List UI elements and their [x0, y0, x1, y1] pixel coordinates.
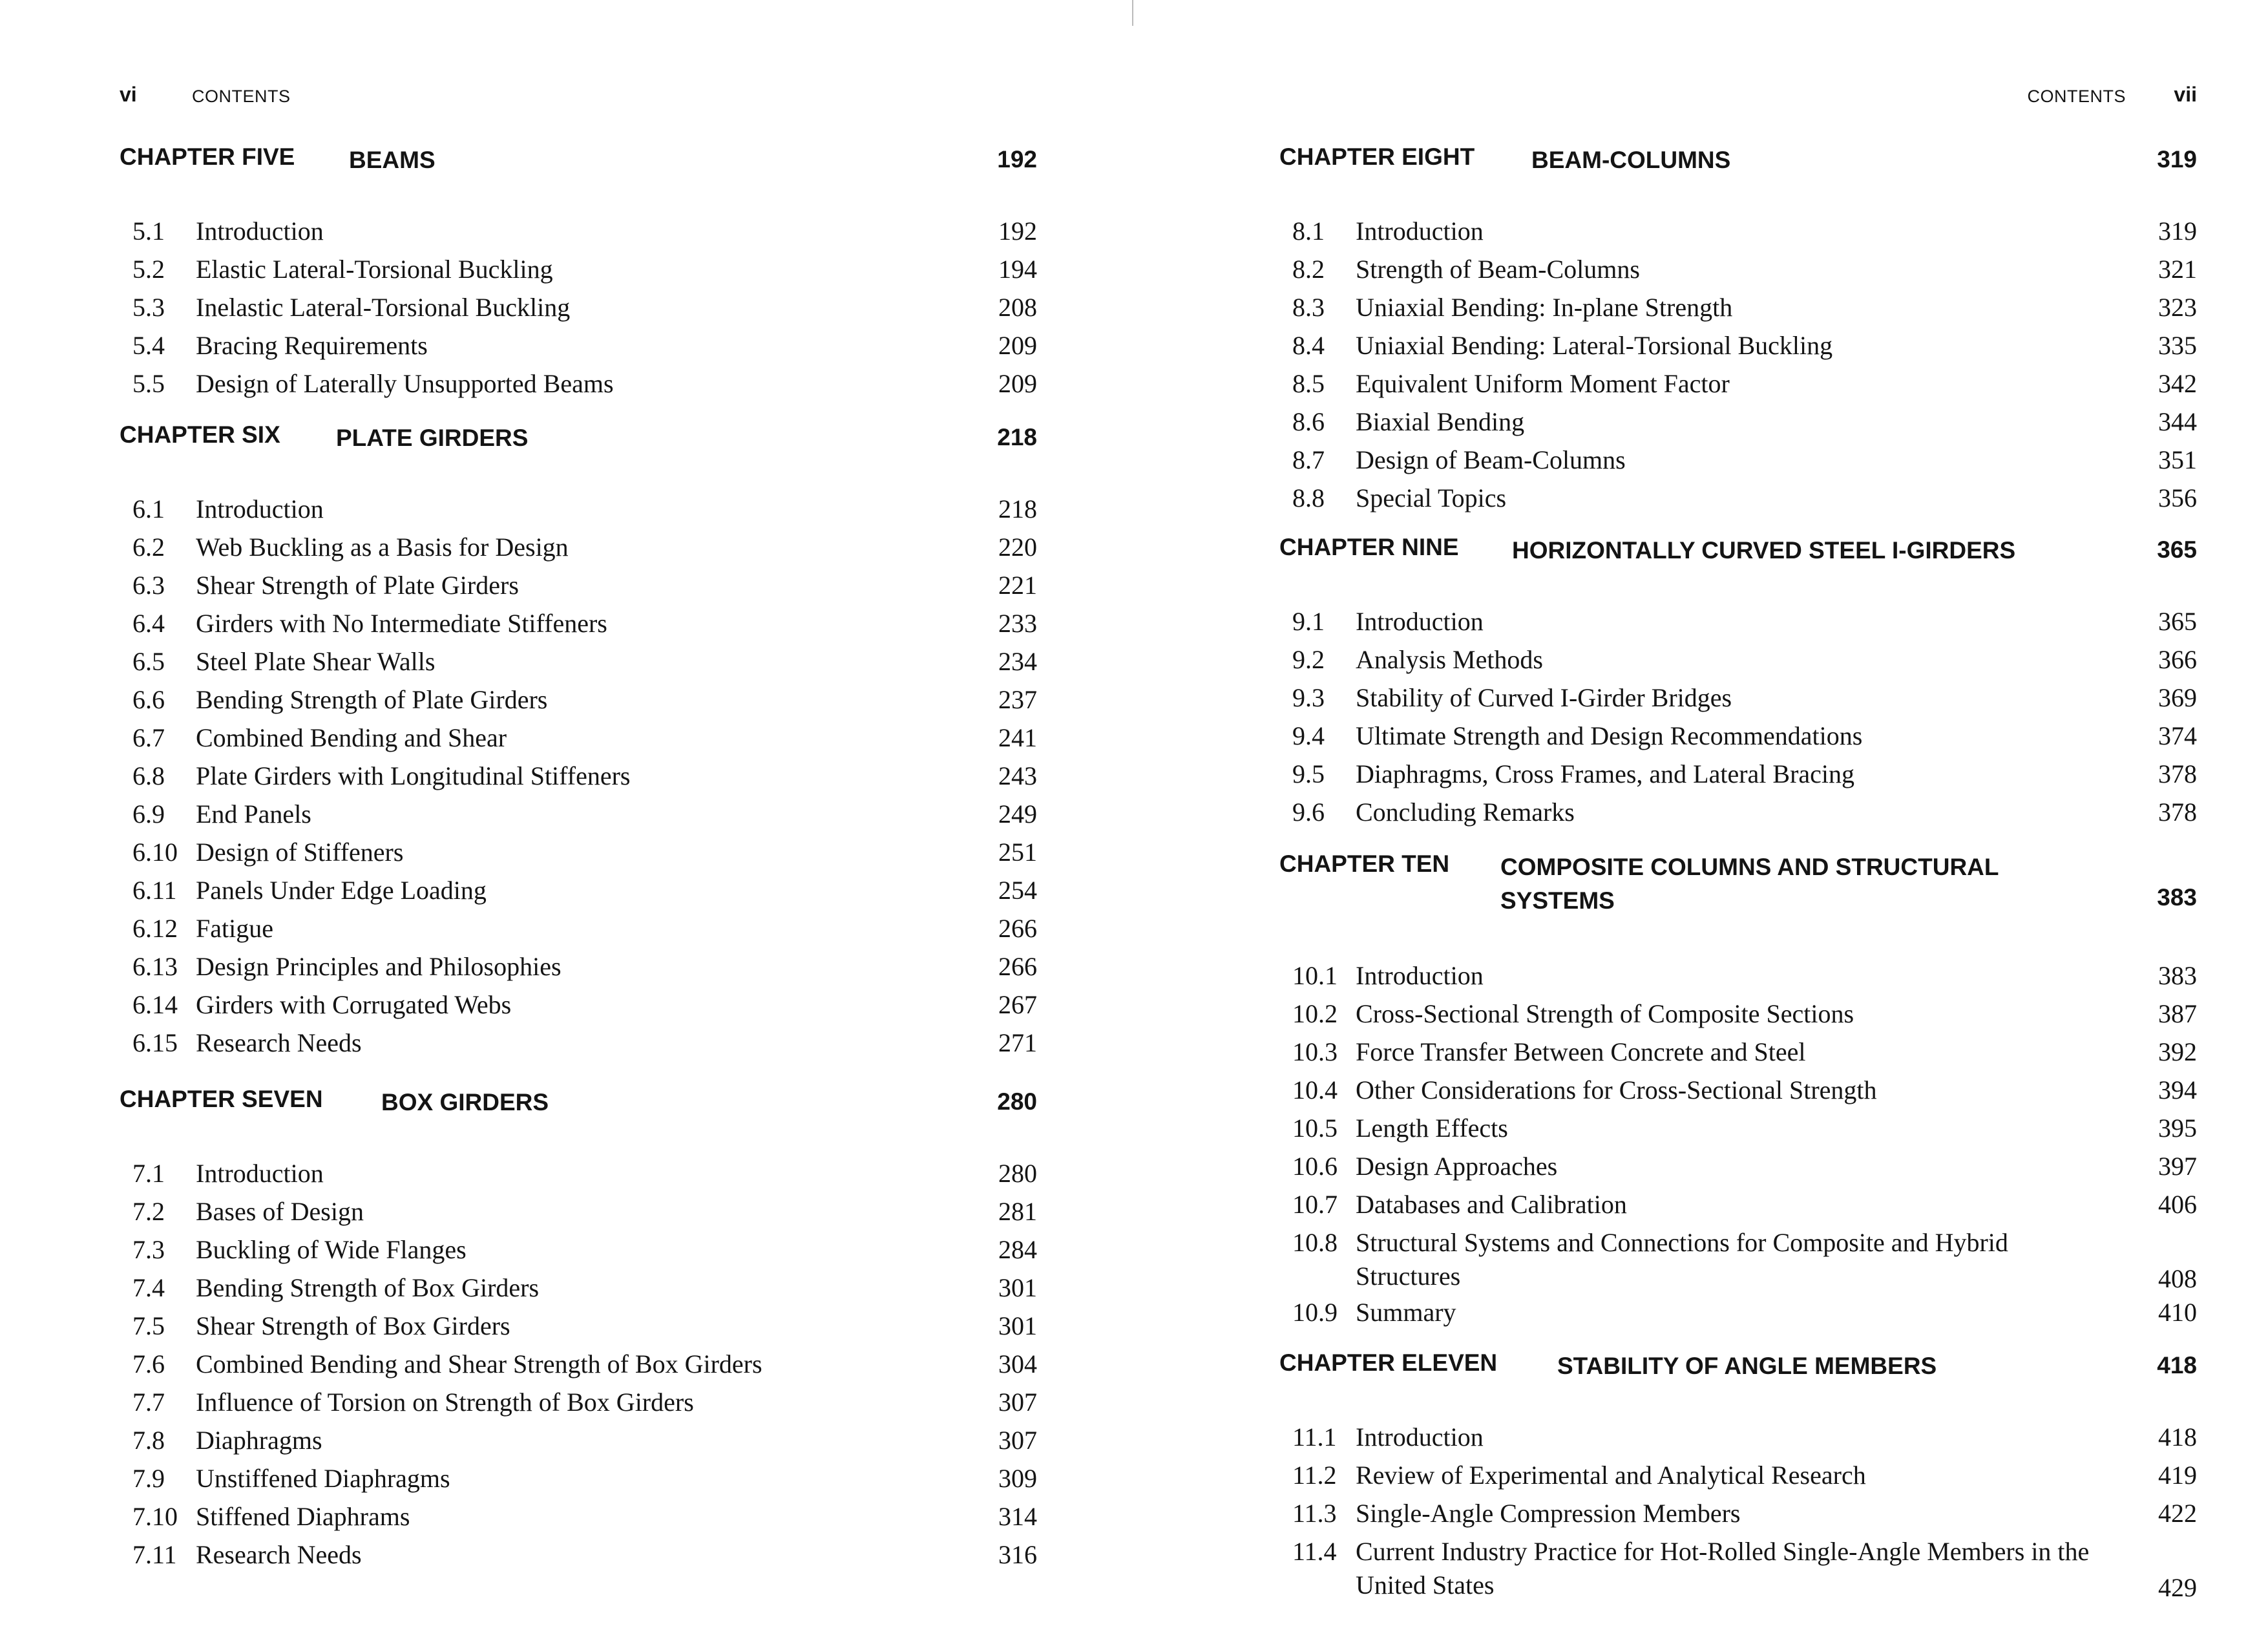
section-page: 280	[998, 1159, 1037, 1188]
section-title: Uniaxial Bending: Lateral-Torsional Buckling	[1356, 331, 1833, 360]
right-page	[1279, 0, 2197, 1648]
toc-entry	[120, 1309, 1037, 1347]
section-list	[1279, 1421, 2197, 1605]
toc-entry	[1279, 405, 2197, 443]
section-number: 11.2	[1292, 1461, 1337, 1490]
section-number: 6.9	[132, 799, 165, 829]
toc-entry	[1279, 1073, 2197, 1112]
toc-entry	[1279, 719, 2197, 757]
section-page: 271	[998, 1028, 1037, 1057]
section-page: 251	[998, 838, 1037, 867]
toc-entry	[120, 1538, 1037, 1576]
section-number: 8.6	[1292, 407, 1325, 436]
toc-entry	[120, 531, 1037, 569]
section-title: Introduction	[1356, 217, 1484, 246]
section-title: Uniaxial Bending: In-plane Strength	[1356, 293, 1733, 322]
section-title: Single-Angle Compression Members	[1356, 1499, 1741, 1528]
section-page: 408	[2158, 1264, 2197, 1293]
section-title: Analysis Methods	[1356, 645, 1543, 674]
section-title: Introduction	[196, 1159, 324, 1188]
chapter-page: 418	[2157, 1352, 2197, 1379]
section-title: Introduction	[196, 494, 324, 523]
toc-entry	[120, 1157, 1037, 1195]
section-title: Stiffened Diaphrams	[196, 1502, 410, 1531]
chapter-eleven	[1279, 1349, 2197, 1605]
section-number: 7.3	[132, 1235, 165, 1264]
section-title: Introduction	[1356, 961, 1484, 990]
section-number: 8.8	[1292, 483, 1325, 512]
section-title: Design Principles and Philosophies	[196, 952, 562, 981]
section-number: 5.2	[132, 255, 165, 284]
toc-entry	[1279, 1296, 2197, 1334]
section-number: 6.5	[132, 647, 165, 676]
section-number: 10.6	[1292, 1152, 1338, 1181]
running-head	[1279, 83, 2197, 115]
section-page: 422	[2158, 1499, 2197, 1528]
section-page: 218	[998, 494, 1037, 523]
section-number: 7.6	[132, 1349, 165, 1379]
chapter-six	[120, 421, 1037, 1064]
toc-entry	[1279, 643, 2197, 681]
toc-entry	[120, 1424, 1037, 1462]
section-number: 9.5	[1292, 759, 1325, 788]
section-title: Research Needs	[196, 1028, 362, 1057]
section-page: 209	[998, 369, 1037, 398]
section-number: 8.4	[1292, 331, 1325, 360]
toc-entry	[1279, 1112, 2197, 1150]
section-number: 7.11	[132, 1540, 177, 1569]
section-number: 7.1	[132, 1159, 165, 1188]
toc-entry	[1279, 1150, 2197, 1188]
section-number: 10.2	[1292, 999, 1338, 1028]
chapter-heading	[1279, 850, 2197, 959]
toc-entry	[1279, 1226, 2197, 1296]
toc-entry	[120, 836, 1037, 874]
section-title: Plate Girders with Longitudinal Stiffeners	[196, 761, 631, 790]
section-page: 335	[2158, 331, 2197, 360]
toc-entry	[1279, 1421, 2197, 1459]
section-number: 8.1	[1292, 217, 1325, 246]
section-title: Current Industry Practice for Hot-Rolled Single-Angle Members in the United States	[1356, 1537, 2090, 1600]
chapter-page: 218	[997, 424, 1037, 450]
section-list	[1279, 959, 2197, 1334]
section-title: Design Approaches	[1356, 1152, 1558, 1181]
toc-entry	[120, 329, 1037, 367]
section-title: Review of Experimental and Analytical Research	[1356, 1461, 1866, 1490]
section-page: 374	[2158, 721, 2197, 750]
section-number: 6.7	[132, 723, 165, 752]
toc-entry	[120, 721, 1037, 759]
section-page: 307	[998, 1388, 1037, 1417]
toc-entry	[120, 569, 1037, 607]
section-title: Elastic Lateral-Torsional Buckling	[196, 255, 553, 284]
section-page: 429	[2158, 1573, 2197, 1602]
chapter-seven	[120, 1086, 1037, 1576]
section-title: Force Transfer Between Concrete and Steel	[1356, 1037, 1806, 1066]
section-title: Bases of Design	[196, 1197, 364, 1226]
toc-entry	[1279, 253, 2197, 291]
section-page: 301	[998, 1273, 1037, 1302]
section-number: 5.1	[132, 217, 165, 246]
section-title: Bracing Requirements	[196, 331, 428, 360]
toc-entry	[1279, 1535, 2197, 1605]
toc-entry	[1279, 1459, 2197, 1497]
chapter-label: CHAPTER FIVE	[120, 143, 295, 170]
section-number: 6.3	[132, 571, 165, 600]
section-page: 378	[2158, 759, 2197, 788]
section-page: 233	[998, 609, 1037, 638]
section-title: Equivalent Uniform Moment Factor	[1356, 369, 1730, 398]
section-number: 6.11	[132, 876, 177, 905]
section-number: 6.8	[132, 761, 165, 790]
section-title: Shear Strength of Box Girders	[196, 1311, 510, 1340]
section-number: 6.4	[132, 609, 165, 638]
section-number: 6.1	[132, 494, 165, 523]
section-title: Research Needs	[196, 1540, 362, 1569]
section-number: 11.3	[1292, 1499, 1337, 1528]
section-number: 6.14	[132, 990, 178, 1019]
toc-entry	[120, 683, 1037, 721]
toc-entry	[1279, 959, 2197, 997]
section-page: 309	[998, 1464, 1037, 1493]
section-page: 365	[2158, 607, 2197, 636]
toc-entry	[120, 912, 1037, 950]
toc-entry	[1279, 757, 2197, 796]
section-page: 383	[2158, 961, 2197, 990]
chapter-label: CHAPTER SEVEN	[120, 1086, 323, 1112]
chapter-five	[120, 143, 1037, 405]
chapter-title: HORIZONTALLY CURVED STEEL I-GIRDERS	[1512, 537, 2016, 564]
section-page: 397	[2158, 1152, 2197, 1181]
section-title: Inelastic Lateral-Torsional Buckling	[196, 293, 571, 322]
section-number: 9.2	[1292, 645, 1325, 674]
section-number: 8.3	[1292, 293, 1325, 322]
folio: vi	[120, 83, 137, 106]
section-page: 249	[998, 799, 1037, 829]
section-page: 281	[998, 1197, 1037, 1226]
section-title: Web Buckling as a Basis for Design	[196, 533, 569, 562]
chapter-title: STABILITY OF ANGLE MEMBERS	[1557, 1353, 1937, 1379]
section-number: 7.4	[132, 1273, 165, 1302]
section-title: Design of Beam-Columns	[1356, 445, 1626, 474]
section-title: Fatigue	[196, 914, 273, 943]
chapter-nine	[1279, 534, 2197, 834]
toc-entry	[1279, 481, 2197, 520]
chapter-title-line-1: COMPOSITE COLUMNS AND STRUCTURAL	[1500, 854, 1999, 880]
section-title: Bending Strength of Box Girders	[196, 1273, 540, 1302]
section-page: 209	[998, 331, 1037, 360]
section-page: 394	[2158, 1075, 2197, 1104]
section-number: 9.1	[1292, 607, 1325, 636]
section-number: 6.2	[132, 533, 165, 562]
toc-entry	[120, 215, 1037, 253]
section-number: 7.9	[132, 1464, 165, 1493]
toc-entry	[1279, 443, 2197, 481]
toc-entry	[1279, 1035, 2197, 1073]
toc-entry	[1279, 215, 2197, 253]
section-page: 319	[2158, 217, 2197, 246]
section-title: Special Topics	[1356, 483, 1507, 512]
toc-entry	[1279, 997, 2197, 1035]
section-title: Ultimate Strength and Design Recommendations	[1356, 721, 1863, 750]
section-title: End Panels	[196, 799, 311, 829]
section-title: Girders with Corrugated Webs	[196, 990, 512, 1019]
toc-entry	[120, 1386, 1037, 1424]
section-number: 8.5	[1292, 369, 1325, 398]
section-number: 10.8	[1292, 1228, 1338, 1257]
section-number: 10.9	[1292, 1298, 1338, 1327]
section-number: 5.5	[132, 369, 165, 398]
section-title: Panels Under Edge Loading	[196, 876, 487, 905]
section-page: 192	[998, 217, 1037, 246]
section-title: Buckling of Wide Flanges	[196, 1235, 467, 1264]
section-title: Other Considerations for Cross-Sectional Strength	[1356, 1075, 1877, 1104]
toc-entry	[120, 607, 1037, 645]
section-page: 241	[998, 723, 1037, 752]
section-title: Concluding Remarks	[1356, 798, 1575, 827]
chapter-label: CHAPTER TEN	[1279, 850, 1450, 877]
section-number: 5.3	[132, 293, 165, 322]
section-title: Design of Laterally Unsupported Beams	[196, 369, 614, 398]
section-number: 5.4	[132, 331, 165, 360]
chapter-heading	[120, 1086, 1037, 1157]
toc-entry	[120, 367, 1037, 405]
toc-entry	[1279, 329, 2197, 367]
section-number: 6.13	[132, 952, 178, 981]
toc-entry	[1279, 681, 2197, 719]
section-page: 284	[998, 1235, 1037, 1264]
section-number: 7.5	[132, 1311, 165, 1340]
section-page: 266	[998, 952, 1037, 981]
section-number: 10.1	[1292, 961, 1338, 990]
section-number: 10.4	[1292, 1075, 1338, 1104]
section-number: 8.2	[1292, 255, 1325, 284]
section-page: 266	[998, 914, 1037, 943]
chapter-page: 319	[2157, 146, 2197, 173]
section-title: Design of Stiffeners	[196, 838, 404, 867]
toc-entry	[120, 798, 1037, 836]
section-page: 344	[2158, 407, 2197, 436]
section-title: Combined Bending and Shear Strength of Box Girders	[196, 1349, 762, 1379]
section-page: 406	[2158, 1190, 2197, 1219]
toc-entry	[120, 291, 1037, 329]
section-number: 9.6	[1292, 798, 1325, 827]
section-title: Girders with No Intermediate Stiffeners	[196, 609, 607, 638]
toc-entry	[120, 1347, 1037, 1386]
section-title: Cross-Sectional Strength of Composite Sections	[1356, 999, 1854, 1028]
section-page: 221	[998, 571, 1037, 600]
toc-entry	[120, 1500, 1037, 1538]
section-title: Bending Strength of Plate Girders	[196, 685, 548, 714]
chapter-ten	[1279, 850, 2197, 1334]
toc-entry	[1279, 1497, 2197, 1535]
section-number: 10.5	[1292, 1114, 1338, 1143]
section-title: Introduction	[196, 217, 324, 246]
section-number: 7.10	[132, 1502, 178, 1531]
section-page: 392	[2158, 1037, 2197, 1066]
gutter-mark-top	[1132, 0, 1133, 26]
section-title: Structural Systems and Connections for Composite and Hybrid Structures	[1356, 1228, 2008, 1291]
section-title: Summary	[1356, 1298, 1456, 1327]
section-page: 243	[998, 761, 1037, 790]
chapter-heading	[1279, 143, 2197, 215]
section-list	[120, 1157, 1037, 1576]
toc-entry	[1279, 605, 2197, 643]
section-title: Stability of Curved I-Girder Bridges	[1356, 683, 1732, 712]
chapter-heading	[1279, 1349, 2197, 1421]
section-page: 387	[2158, 999, 2197, 1028]
toc-entry	[120, 950, 1037, 988]
toc-entry	[120, 1271, 1037, 1309]
section-number: 9.4	[1292, 721, 1325, 750]
section-page: 342	[2158, 369, 2197, 398]
section-page: 378	[2158, 798, 2197, 827]
section-page: 356	[2158, 483, 2197, 512]
section-number: 10.3	[1292, 1037, 1338, 1066]
section-list	[1279, 605, 2197, 834]
chapter-title-line-2: SYSTEMS	[1500, 887, 1615, 914]
section-page: 419	[2158, 1461, 2197, 1490]
section-title: Diaphragms	[196, 1426, 322, 1455]
section-page: 323	[2158, 293, 2197, 322]
section-page: 301	[998, 1311, 1037, 1340]
toc-entry	[120, 253, 1037, 291]
section-page: 316	[998, 1540, 1037, 1569]
chapter-page: 280	[997, 1088, 1037, 1115]
toc-entry	[1279, 367, 2197, 405]
chapter-label: CHAPTER ELEVEN	[1279, 1349, 1498, 1376]
chapter-page: 365	[2157, 536, 2197, 563]
chapter-label: CHAPTER EIGHT	[1279, 143, 1475, 170]
section-page: 234	[998, 647, 1037, 676]
section-page: 395	[2158, 1114, 2197, 1143]
toc-entry	[120, 1462, 1037, 1500]
chapter-page: 383	[2157, 884, 2197, 911]
chapter-eight	[1279, 143, 2197, 520]
chapter-heading	[1279, 534, 2197, 605]
section-page: 307	[998, 1426, 1037, 1455]
section-title: Strength of Beam-Columns	[1356, 255, 1640, 284]
section-page: 208	[998, 293, 1037, 322]
section-number: 7.7	[132, 1388, 165, 1417]
section-page: 369	[2158, 683, 2197, 712]
section-number: 8.7	[1292, 445, 1325, 474]
section-number: 6.10	[132, 838, 178, 867]
toc-entry	[120, 492, 1037, 531]
section-page: 321	[2158, 255, 2197, 284]
running-head-title: CONTENTS	[192, 87, 291, 106]
toc-entry	[120, 1233, 1037, 1271]
chapter-heading	[120, 421, 1037, 492]
section-number: 11.1	[1292, 1422, 1337, 1452]
chapter-page: 192	[997, 146, 1037, 173]
running-head-title: CONTENTS	[2027, 87, 2126, 106]
section-page: 314	[998, 1502, 1037, 1531]
section-number: 7.2	[132, 1197, 165, 1226]
chapter-title: PLATE GIRDERS	[336, 425, 529, 451]
section-list	[1279, 215, 2197, 520]
section-page: 366	[2158, 645, 2197, 674]
toc-entry	[120, 874, 1037, 912]
toc-entry	[120, 1026, 1037, 1064]
section-page: 194	[998, 255, 1037, 284]
toc-entry	[120, 759, 1037, 798]
section-page: 220	[998, 533, 1037, 562]
section-title: Combined Bending and Shear	[196, 723, 507, 752]
chapter-title: BEAM-COLUMNS	[1531, 147, 1731, 173]
section-title: Influence of Torsion on Strength of Box Girders	[196, 1388, 694, 1417]
section-title: Databases and Calibration	[1356, 1190, 1627, 1219]
section-number: 9.3	[1292, 683, 1325, 712]
section-number: 10.7	[1292, 1190, 1338, 1219]
chapter-title: BOX GIRDERS	[381, 1089, 549, 1115]
section-page: 304	[998, 1349, 1037, 1379]
toc-entry	[120, 1195, 1037, 1233]
section-list	[120, 492, 1037, 1064]
toc-entry	[120, 645, 1037, 683]
section-page: 237	[998, 685, 1037, 714]
toc-entry	[1279, 291, 2197, 329]
section-title: Diaphragms, Cross Frames, and Lateral Bracing	[1356, 759, 1855, 788]
section-title: Introduction	[1356, 607, 1484, 636]
section-list	[120, 215, 1037, 405]
section-title: Length Effects	[1356, 1114, 1508, 1143]
section-page: 418	[2158, 1422, 2197, 1452]
section-number: 6.12	[132, 914, 178, 943]
section-title: Shear Strength of Plate Girders	[196, 571, 519, 600]
running-head	[120, 83, 1037, 115]
section-title: Introduction	[1356, 1422, 1484, 1452]
section-page: 267	[998, 990, 1037, 1019]
section-title: Steel Plate Shear Walls	[196, 647, 436, 676]
section-page: 351	[2158, 445, 2197, 474]
left-page	[120, 0, 1037, 1648]
section-title: Biaxial Bending	[1356, 407, 1525, 436]
section-page: 254	[998, 876, 1037, 905]
folio: vii	[2174, 83, 2197, 106]
section-title: Unstiffened Diaphragms	[196, 1464, 450, 1493]
toc-entry	[120, 988, 1037, 1026]
chapter-heading	[120, 143, 1037, 215]
section-number: 6.6	[132, 685, 165, 714]
toc-entry	[1279, 796, 2197, 834]
section-number: 7.8	[132, 1426, 165, 1455]
chapter-label: CHAPTER NINE	[1279, 534, 1459, 560]
toc-entry	[1279, 1188, 2197, 1226]
section-number: 11.4	[1292, 1537, 1337, 1566]
section-number: 6.15	[132, 1028, 178, 1057]
section-page: 410	[2158, 1298, 2197, 1327]
chapter-title: BEAMS	[349, 147, 436, 173]
chapter-label: CHAPTER SIX	[120, 421, 280, 448]
